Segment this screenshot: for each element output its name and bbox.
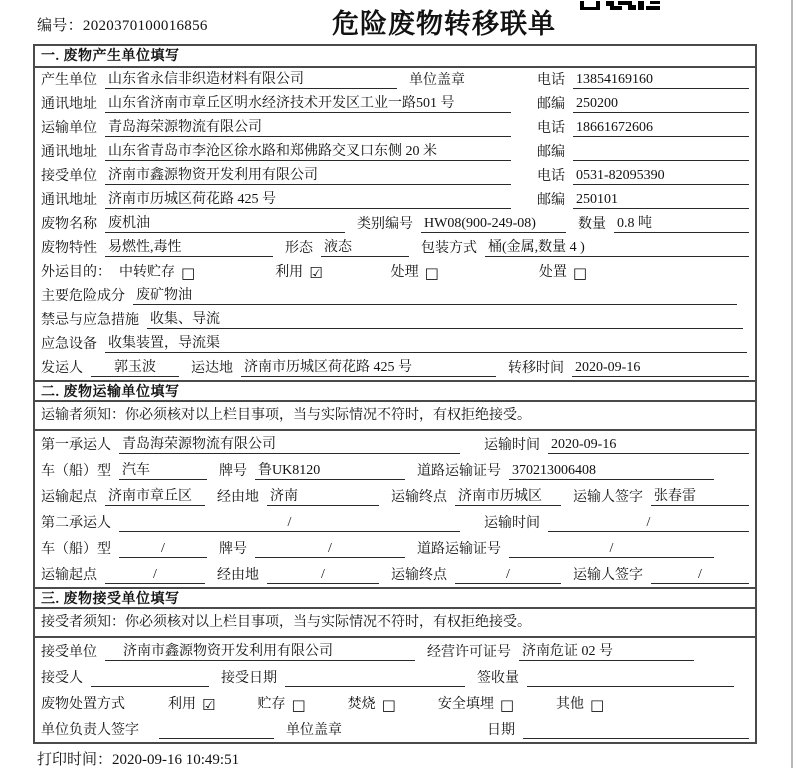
- transporter-address-row: [35, 140, 755, 164]
- phone-label: 电话: [537, 121, 565, 136]
- carrier2-row: [35, 509, 755, 535]
- route1-row: [35, 483, 755, 509]
- section2-header: 二. 废物运输单位填写: [35, 380, 755, 402]
- phone-value: 18661672606: [573, 120, 749, 137]
- disposal-option-other: [556, 693, 604, 713]
- destination-value: 济南市历城区荷花路 425 号: [241, 356, 496, 377]
- option-label: 处理: [390, 265, 419, 280]
- shipper-label: 发运人: [41, 361, 83, 376]
- address-label: 通讯地址: [41, 193, 97, 208]
- origin-label: 运输起点: [41, 568, 97, 583]
- transport-time-label: 运输时间: [484, 438, 540, 453]
- via-value: 济南: [267, 485, 379, 506]
- option-label: 其他: [556, 697, 585, 712]
- business-license-label: 经营许可证号: [427, 645, 511, 660]
- producer-value: 山东省永信非织造材料有限公司: [105, 68, 397, 89]
- accept-unit-label: 接受单位: [41, 645, 97, 660]
- quantity-label: 数量: [578, 217, 606, 232]
- address-label: 通讯地址: [41, 145, 97, 160]
- carrier1-label: 第一承运人: [41, 438, 111, 453]
- business-license-value: 济南危证 02 号: [519, 640, 694, 661]
- option-label: 贮存: [257, 697, 286, 712]
- carrier1-row: [35, 431, 755, 457]
- unit-seal-label: 单位盖章: [286, 723, 342, 738]
- vehicle1-row: [35, 457, 755, 483]
- transport-time-value: /: [548, 515, 749, 532]
- hazard-value: 废矿物油: [133, 284, 737, 305]
- vehicle-type-value: /: [119, 541, 207, 558]
- zip-value: 250200: [573, 96, 749, 113]
- doc-number: [37, 14, 208, 35]
- page-title: 危险废物转移联单: [332, 9, 556, 39]
- taboo-row: [35, 308, 755, 332]
- checkbox-icon: □: [181, 264, 196, 282]
- endpoint-label: 运输终点: [391, 568, 447, 583]
- checkbox-icon: □: [424, 264, 439, 282]
- vehicle-type-value: 汽车: [119, 459, 207, 480]
- option-label: 安全填埋: [437, 697, 494, 712]
- purpose-option-treat: [391, 261, 439, 281]
- waste-character-row: [35, 236, 755, 260]
- zip-label: 邮编: [537, 97, 565, 112]
- address-value: 济南市历城区荷花路 425 号: [105, 188, 511, 209]
- character-value: 易燃性,毒性: [105, 236, 273, 257]
- zip-value: 250101: [573, 192, 749, 209]
- section1-header: 一. 废物产生单位填写: [35, 46, 755, 68]
- transporter-value: 青岛海荣源物流有限公司: [105, 116, 511, 137]
- transport-time-label: 运输时间: [484, 516, 540, 531]
- waste-name-value: 废机油: [105, 212, 345, 233]
- checkbox-icon: □: [291, 696, 306, 714]
- road-license-label: 道路运输证号: [417, 542, 501, 557]
- phone-group: [537, 69, 749, 89]
- packing-label: 包装方式: [421, 241, 477, 256]
- shipper-row: [35, 356, 755, 380]
- acceptor-value: [91, 686, 209, 687]
- road-license-value: /: [509, 541, 714, 558]
- receiver-row: [35, 164, 755, 188]
- transport-time-group: [484, 512, 749, 532]
- carrier2-value: /: [119, 515, 460, 532]
- doc-number-label: 编号：: [37, 18, 83, 34]
- disposal-option-store: [257, 693, 305, 713]
- taboo-value: 收集、导流: [147, 308, 743, 329]
- disposal-option-landfill: [438, 693, 514, 713]
- shipper-value: 郭玉波: [91, 356, 179, 377]
- endpoint-value: /: [455, 567, 561, 584]
- page-edge-line: [791, 0, 793, 768]
- option-label: 焚烧: [347, 697, 376, 712]
- acceptor-label: 接受人: [41, 671, 83, 686]
- address-label: 通讯地址: [41, 97, 97, 112]
- checkbox-icon: □: [499, 696, 515, 714]
- plate-label: 牌号: [219, 464, 247, 479]
- equipment-label: 应急设备: [41, 337, 97, 352]
- purpose-option-transfer: [119, 261, 195, 281]
- hazard-label: 主要危险成分: [41, 289, 125, 304]
- received-qty-label: 签收量: [477, 671, 519, 686]
- character-label: 废物特性: [41, 241, 97, 256]
- date-label: 日期: [487, 723, 515, 738]
- equipment-value: 收集装置，导流渠: [105, 332, 747, 353]
- quantity-value: 0.8 吨: [614, 212, 749, 233]
- producer-label: 产生单位: [41, 73, 97, 88]
- transporter-row: [35, 116, 755, 140]
- producer-row: [35, 68, 755, 92]
- option-label: 利用: [275, 265, 304, 280]
- transfer-time-value: 2020-09-16: [572, 360, 749, 377]
- phone-group: [537, 117, 749, 137]
- route2-row: [35, 561, 755, 587]
- destination-label: 运达地: [191, 361, 233, 376]
- via-value: /: [267, 567, 379, 584]
- phone-value: 0531-82095390: [573, 168, 749, 185]
- doc-number-value: 2020370100016856: [82, 18, 208, 34]
- form-value: 液态: [321, 236, 409, 257]
- zip-group: [537, 189, 749, 209]
- received-qty-value: [527, 686, 734, 687]
- accept-date-label: 接受日期: [221, 671, 277, 686]
- transporter-notice: 运输者须知：你必须核对以上栏目事项，当与实际情况不符时，有权拒绝接受。: [35, 402, 755, 431]
- print-time: [37, 748, 239, 769]
- via-label: 经由地: [217, 568, 259, 583]
- producer-address-row: [35, 92, 755, 116]
- endpoint-label: 运输终点: [391, 490, 447, 505]
- phone-label: 电话: [537, 169, 565, 184]
- phone-label: 电话: [537, 73, 565, 88]
- print-time-label: 打印时间：: [37, 752, 113, 768]
- transfer-time-label: 转移时间: [508, 361, 564, 376]
- taboo-label: 禁忌与应急措施: [41, 313, 139, 328]
- checkbox-checked-icon: ☑: [202, 696, 216, 714]
- manifest-form: [33, 44, 757, 744]
- transporter-label: 运输单位: [41, 121, 97, 136]
- plate-value: 鲁UK8120: [255, 459, 405, 480]
- plate-value: /: [255, 541, 405, 558]
- waste-name-label: 废物名称: [41, 217, 97, 232]
- zip-label: 邮编: [537, 193, 565, 208]
- checkbox-checked-icon: ☑: [309, 264, 323, 282]
- receiver-value: 济南市鑫源物资开发利用有限公司: [105, 164, 511, 185]
- head-sign-row: [35, 716, 755, 742]
- form-label: 形态: [285, 241, 313, 256]
- category-label: 类别编号: [357, 217, 413, 232]
- acceptor-row: [35, 664, 755, 690]
- purpose-option-dispose: [539, 261, 587, 281]
- checkbox-icon: □: [590, 696, 605, 714]
- waste-name-row: [35, 212, 755, 236]
- road-license-value: 370213006408: [509, 463, 714, 480]
- qr-code-icon: [580, 0, 660, 10]
- road-license-label: 道路运输证号: [417, 464, 501, 479]
- transporter-sign-label: 运输人签字: [573, 490, 643, 505]
- transporter-sign-value: 张春雷: [651, 485, 749, 506]
- phone-group: [537, 165, 749, 185]
- checkbox-icon: □: [381, 696, 396, 714]
- zip-group: [537, 141, 749, 161]
- zip-value: [573, 160, 749, 161]
- disposal-option-burn: [348, 693, 396, 713]
- disposal-row: [35, 690, 755, 716]
- carrier1-value: 青岛海荣源物流有限公司: [119, 433, 460, 454]
- option-label: 处置: [538, 265, 567, 280]
- vehicle-type-label: 车（船）型: [41, 542, 111, 557]
- head-sign-value: [159, 738, 274, 739]
- transporter-sign-value: /: [651, 567, 749, 584]
- receiver-label: 接受单位: [41, 169, 97, 184]
- purpose-row: [35, 260, 755, 284]
- origin-label: 运输起点: [41, 490, 97, 505]
- address-value: 山东省济南市章丘区明水经济技术开发区工业一路501 号: [105, 92, 511, 113]
- packing-value: 桶(金属,数量 4 ): [485, 236, 749, 257]
- phone-value: 13854169160: [573, 72, 749, 89]
- origin-value: 济南市章丘区: [105, 485, 205, 506]
- receiver-address-row: [35, 188, 755, 212]
- transport-time-value: 2020-09-16: [548, 437, 749, 454]
- print-time-value: 2020-09-16 10:49:51: [112, 752, 240, 768]
- zip-label: 邮编: [537, 145, 565, 160]
- transport-time-group: [484, 434, 749, 454]
- via-label: 经由地: [217, 490, 259, 505]
- vehicle2-row: [35, 535, 755, 561]
- unit-seal-label: 单位盖章: [409, 73, 465, 88]
- option-label: 中转贮存: [119, 265, 175, 280]
- transporter-sign-label: 运输人签字: [573, 568, 643, 583]
- accept-unit-value: 济南市鑫源物资开发利用有限公司: [105, 640, 415, 661]
- category-value: HW08(900-249-08): [421, 216, 566, 233]
- equipment-row: [35, 332, 755, 356]
- accept-date-value: [285, 686, 465, 687]
- head-sign-label: 单位负责人签字: [41, 723, 139, 738]
- endpoint-value: 济南市历城区: [455, 485, 561, 506]
- section3-header: 三. 废物接受单位填写: [35, 587, 755, 609]
- date-group: [487, 719, 749, 739]
- plate-label: 牌号: [219, 542, 247, 557]
- disposal-option-use: [168, 693, 215, 713]
- receiver-notice: 接受者须知：你必须核对以上栏目事项，当与实际情况不符时，有权拒绝接受。: [35, 609, 755, 638]
- purpose-option-use: [275, 261, 322, 281]
- carrier2-label: 第二承运人: [41, 516, 111, 531]
- vehicle-type-label: 车（船）型: [41, 464, 111, 479]
- option-label: 利用: [168, 697, 196, 712]
- address-value: 山东省青岛市李沧区徐水路和郑佛路交叉口东侧 20 米: [105, 140, 511, 161]
- date-value: [523, 738, 749, 739]
- checkbox-icon: □: [572, 264, 588, 282]
- zip-group: [537, 93, 749, 113]
- disposal-label: 废物处置方式: [41, 697, 125, 712]
- hazard-row: [35, 284, 755, 308]
- accept-unit-row: [35, 638, 755, 664]
- purpose-label: 外运目的：: [41, 265, 111, 280]
- origin-value: /: [105, 567, 205, 584]
